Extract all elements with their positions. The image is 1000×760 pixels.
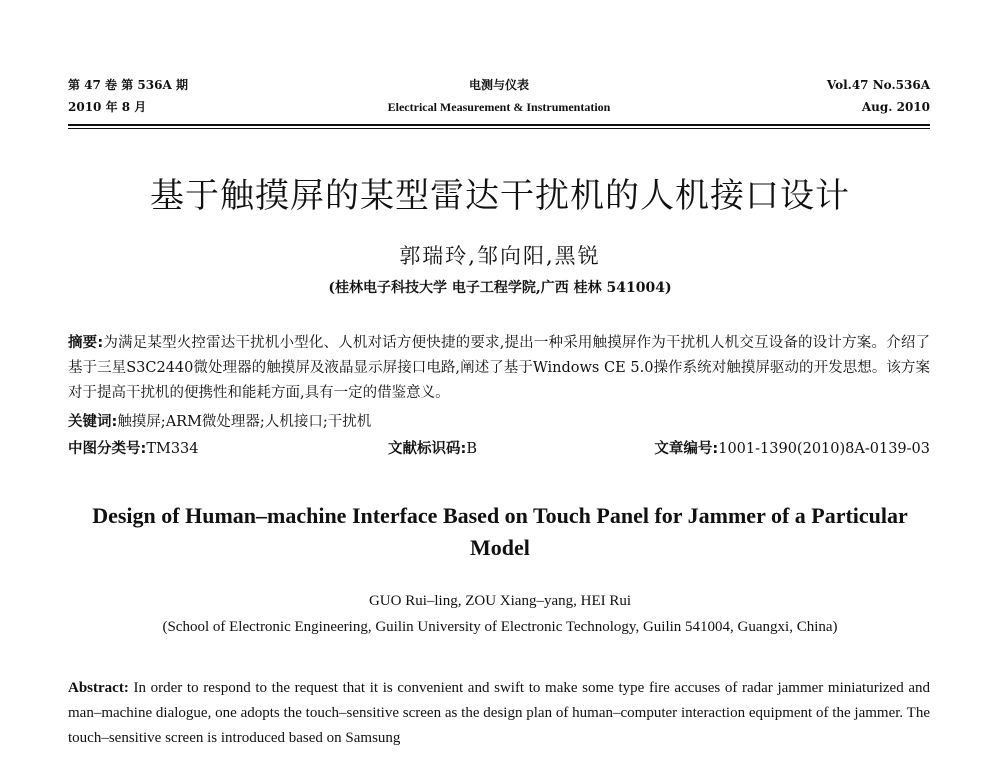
- classification-row: [68, 437, 930, 462]
- abstract-text-en: In order to respond to the request that it is convenient and swift to make some type fire accuses of radar jammer miniaturized and man–machine dialogue, one adopts the touch–sensitive screen as the design plan of human–computer interaction equipment of the jammer. The touch–sensitive screen is introduced based on Samsung: [68, 680, 931, 746]
- header-center: [68, 74, 930, 118]
- date-en: Aug. 2010: [861, 100, 930, 114]
- article-no-label: 文章编号:: [654, 441, 719, 457]
- affiliation-en: (School of Electronic Engineering, Guilin University of Electronic Technology, Guilin 541004, Guangxi, China): [162, 619, 838, 635]
- paper-title-en: Design of Human–machine Interface Based on Touch Panel for Jammer of a Particular Model: [92, 503, 908, 560]
- class-value: TM334: [146, 441, 199, 457]
- journal-name-en: Electrical Measurement & Instrumentation: [387, 100, 611, 114]
- volume-issue-en: Vol.47 No.536A: [826, 78, 930, 92]
- doc-code-label: 文献标识码:: [388, 441, 467, 457]
- keywords-label-cn: 关键词:: [68, 414, 118, 430]
- abstract-text-cn: 为满足某型火控雷达干扰机小型化、人机对话方便快捷的要求,提出一种采用触摸屏作为干扰机人机交互设备的设计方案。介绍了基于三星S3C2440微处理器的触摸屏及液晶显示屏接口电路,阐述了基于Windows CE 5.0操作系统对触摸屏驱动的开发思想。该方案对于提高干扰机的便携性和能耗方面,具有一定的借鉴意义。: [68, 335, 930, 401]
- paper-title-cn: 基于触摸屏的某型雷达干扰机的人机接口设计: [150, 176, 850, 216]
- class-label: 中图分类号:: [68, 441, 147, 457]
- header-rule-thick: [68, 124, 930, 126]
- doc-code: [388, 437, 477, 462]
- date-cn: 2010 年 8 月: [68, 100, 147, 114]
- authors-en: GUO Rui–ling, ZOU Xiang–yang, HEI Rui: [368, 593, 632, 609]
- article-no-value: 1001-1390(2010)8A-0139-03: [718, 441, 930, 457]
- keywords-text-cn: 触摸屏;ARM微处理器;人机接口;干扰机: [117, 414, 372, 430]
- abstract-cn: [68, 331, 930, 406]
- doc-code-value: B: [466, 441, 477, 457]
- article-number: [654, 437, 930, 462]
- abstract-label-cn: 摘要:: [68, 335, 104, 351]
- class-number: [68, 437, 199, 462]
- volume-issue-cn: 第 47 卷 第 536A 期: [68, 78, 188, 92]
- header-right: [827, 74, 930, 118]
- journal-name-cn: 电测与仪表: [468, 78, 529, 92]
- keywords-cn: [68, 410, 930, 435]
- affiliation-cn: (桂林电子科技大学 电子工程学院,广西 桂林 541004): [328, 280, 672, 296]
- abstract-en: [68, 676, 930, 751]
- header-rule-thin: [68, 128, 930, 129]
- authors-cn: 郭瑞玲,邹向阳,黑锐: [399, 244, 601, 268]
- abstract-label-en: Abstract:: [68, 680, 129, 696]
- journal-header: [68, 74, 930, 128]
